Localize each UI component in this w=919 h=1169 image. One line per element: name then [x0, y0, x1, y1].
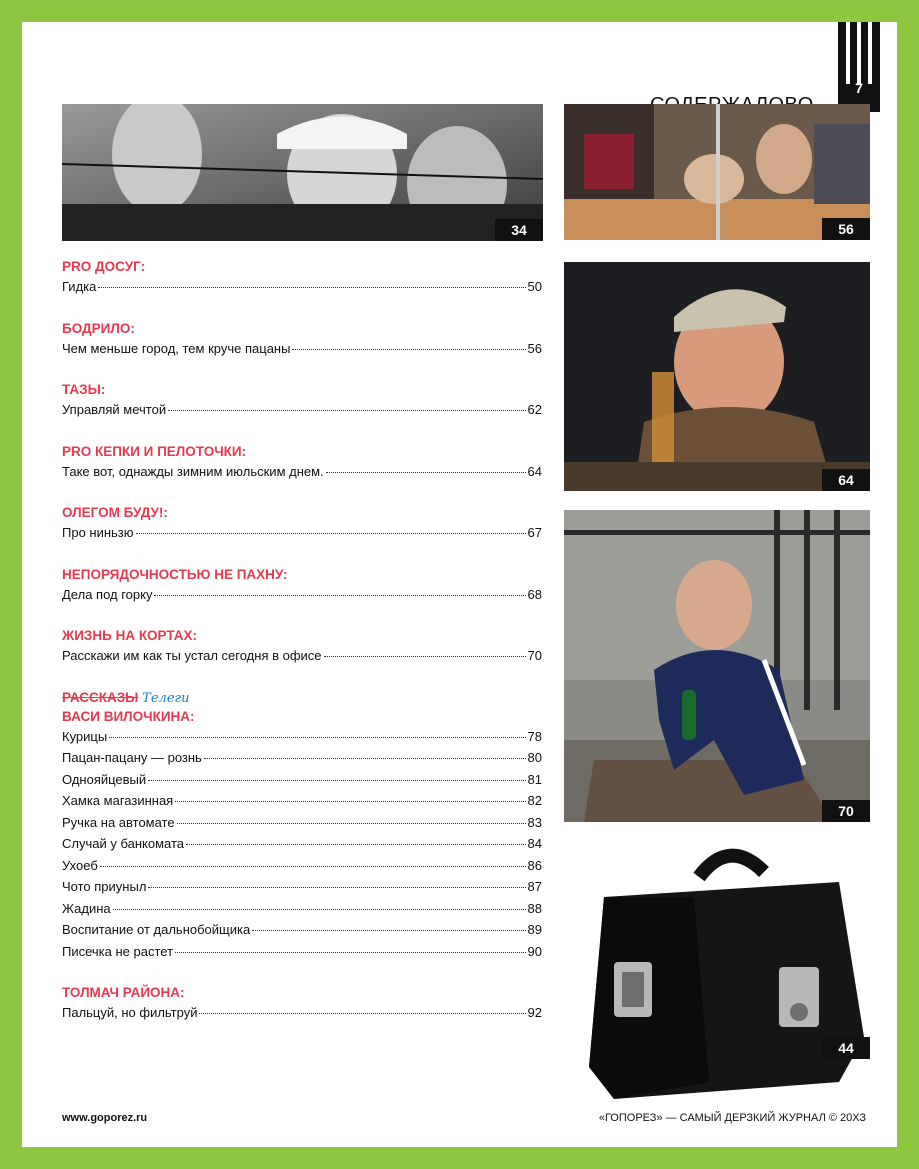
entry-title: Жадина [62, 900, 111, 916]
entry-title: Чем меньше город, тем круче пацаны [62, 340, 291, 356]
toc-entry[interactable] [62, 747, 542, 769]
photo-page-badge: 56 [822, 218, 870, 240]
toc-section [62, 689, 542, 963]
toc-entry[interactable] [62, 399, 542, 421]
photo-guy-beer[interactable] [564, 262, 870, 491]
photo-group-bw[interactable] [62, 104, 543, 241]
entry-page: 81 [527, 771, 542, 787]
entry-title: Пацан-пацану — рознь [62, 750, 202, 765]
entry-title: Хамка магазинная [62, 793, 174, 808]
briefcase-image [564, 837, 870, 1107]
toc-entry[interactable] [62, 876, 542, 898]
section-title: ЖИЗНЬ НА КОРТАХ: [62, 628, 198, 643]
toc-section [62, 566, 542, 606]
entry-title: Однояйцевый [62, 771, 147, 787]
entry-page: 92 [527, 1005, 542, 1020]
table-of-contents [62, 258, 542, 1024]
toc-entry[interactable] [62, 584, 542, 606]
photo-squatting-image [564, 510, 870, 822]
toc-section [62, 984, 542, 1024]
entry-page: 68 [527, 586, 542, 602]
magazine-page [22, 22, 897, 1147]
section-title: PRO ДОСУГ: [62, 259, 146, 274]
section-title: НЕПОРЯДОЧНОСТЬЮ НЕ ПАХНУ: [62, 566, 288, 582]
toc-entry[interactable] [62, 645, 542, 667]
toc-section [62, 381, 542, 421]
toc-entry[interactable] [62, 461, 542, 483]
photo-briefcase[interactable] [564, 837, 870, 1107]
page-number: 7 [855, 80, 863, 96]
entry-title: Курицы [62, 728, 108, 744]
photo-gym[interactable] [564, 104, 870, 240]
entry-title: Дела под горку [62, 586, 153, 602]
entry-page: 86 [527, 857, 542, 873]
entry-page: 56 [527, 340, 542, 356]
photo-page-badge: 44 [822, 1037, 870, 1059]
toc-section [62, 258, 542, 298]
section-title: PRO КЕПКИ И ПЕЛОТОЧКИ: [62, 443, 247, 459]
entry-title: Воспитание от дальнобойщика [62, 922, 251, 937]
entry-title: Ухоеб [62, 857, 98, 873]
toc-entry[interactable] [62, 833, 542, 855]
entry-title: Чото приуныл [62, 879, 147, 894]
section-title: ТОЛМАЧ РАЙОНА: [62, 985, 185, 1000]
section-title: БОДРИЛО: [62, 320, 135, 336]
photo-page-badge: 34 [495, 219, 543, 241]
entry-title: Писечка не растет [62, 943, 174, 959]
entry-title: Управляй мечтой [62, 402, 167, 417]
section-title-struck: РАССКАЗЫ [62, 689, 139, 705]
toc-entry[interactable] [62, 726, 542, 748]
toc-entry[interactable] [62, 898, 542, 920]
entry-title: Случай у банкомата [62, 836, 185, 851]
photo-page-badge: 70 [822, 800, 870, 822]
toc-section [62, 320, 542, 360]
entry-page: 67 [527, 525, 542, 540]
section-title-handwritten: Телеги [142, 690, 190, 706]
entry-page: 83 [527, 814, 542, 830]
toc-entry[interactable] [62, 855, 542, 877]
entry-page: 89 [527, 922, 542, 937]
entry-title: Про ниньзю [62, 525, 134, 540]
toc-entry[interactable] [62, 919, 542, 941]
entry-title: Таке вот, однажды зимним июльским днем. [62, 463, 324, 479]
section-title-top [62, 689, 542, 708]
entry-page: 78 [527, 728, 542, 744]
toc-section [62, 504, 542, 544]
toc-entry[interactable] [62, 812, 542, 834]
entry-page: 70 [527, 648, 542, 663]
entry-page: 64 [527, 463, 542, 479]
entry-title: Ручка на автомате [62, 814, 175, 830]
toc-entry[interactable] [62, 790, 542, 812]
section-title: ОЛЕГОМ БУДУ!: [62, 505, 168, 520]
toc-section [62, 443, 542, 483]
entry-title: Расскажи им как ты устал сегодня в офисе [62, 648, 322, 663]
toc-entry[interactable] [62, 276, 542, 298]
photo-group-bw-image [62, 104, 543, 241]
toc-entry[interactable] [62, 941, 542, 963]
toc-entry[interactable] [62, 1002, 542, 1024]
entry-page: 80 [527, 750, 542, 765]
entry-page: 82 [527, 793, 542, 808]
entry-page: 62 [527, 402, 542, 417]
toc-entry[interactable] [62, 338, 542, 360]
footer-tagline: «ГОПОРЕЗ» — САМЫЙ ДЕРЗКИЙ ЖУРНАЛ © 20ХЗ [598, 1112, 866, 1124]
photo-guy-beer-image [564, 262, 870, 491]
footer-site-link[interactable]: www.goporez.ru [62, 1112, 148, 1124]
entry-page: 88 [527, 900, 542, 916]
entry-page: 84 [527, 836, 542, 851]
photo-squatting[interactable] [564, 510, 870, 822]
entry-page: 87 [527, 879, 542, 894]
photo-page-badge: 64 [822, 469, 870, 491]
entry-page: 90 [527, 943, 542, 959]
page-number-tab [838, 22, 880, 112]
entry-title: Пальцуй, но фильтруй [62, 1005, 198, 1020]
toc-section [62, 627, 542, 667]
entry-title: Гидка [62, 279, 97, 294]
toc-entry[interactable] [62, 522, 542, 544]
section-title: ВАСИ ВИЛОЧКИНА: [62, 708, 195, 724]
entry-page: 50 [527, 279, 542, 294]
toc-entry[interactable] [62, 769, 542, 791]
section-title: ТАЗЫ: [62, 382, 106, 397]
